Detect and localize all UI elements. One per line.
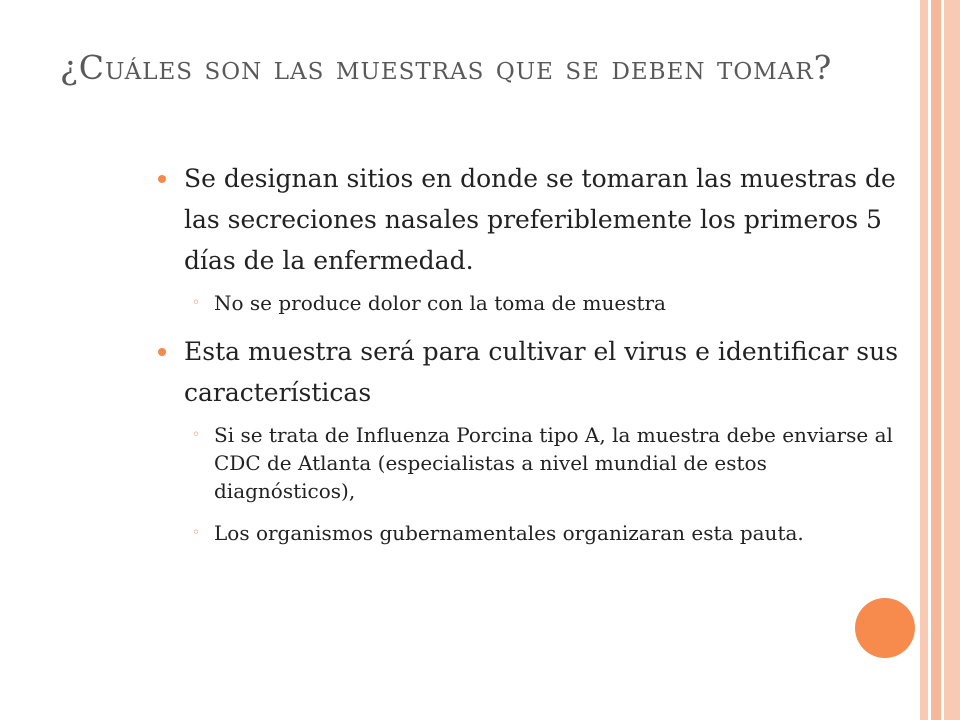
decor-stripe [944,0,960,720]
decor-circle [855,598,915,658]
sub-bullet-marker-icon: ◦ [192,427,201,443]
bullet-item: Esta muestra será para cultivar el virus e identificar sus características [160,331,910,413]
sub-bullet-text: Los organismos gubernamentales organizaran esta pauta. [214,521,804,545]
sub-bullet-marker-icon: ◦ [192,525,201,541]
slide-body [160,158,910,561]
sub-bullet-item [192,519,910,547]
sub-bullet-item [192,289,910,317]
sub-bullet-marker-icon: ◦ [192,295,201,311]
slide-title: ¿Cuáles son las muestras que se deben tomar? [60,48,833,87]
bullet-item: Se designan sitios en donde se tomaran las muestras de las secreciones nasales preferiblemente los primeros 5 días de la enfermedad. [160,158,910,281]
sub-bullet-text: Si se trata de Influenza Porcina tipo A, la muestra debe enviarse al CDC de Atlanta (especialistas a nivel mundial de estos diagnósticos), [214,423,893,503]
sub-bullet-text: No se produce dolor con la toma de muestra [214,291,666,315]
decor-stripe [931,0,941,720]
decor-stripe [920,0,928,720]
sub-bullet-item [192,421,910,505]
